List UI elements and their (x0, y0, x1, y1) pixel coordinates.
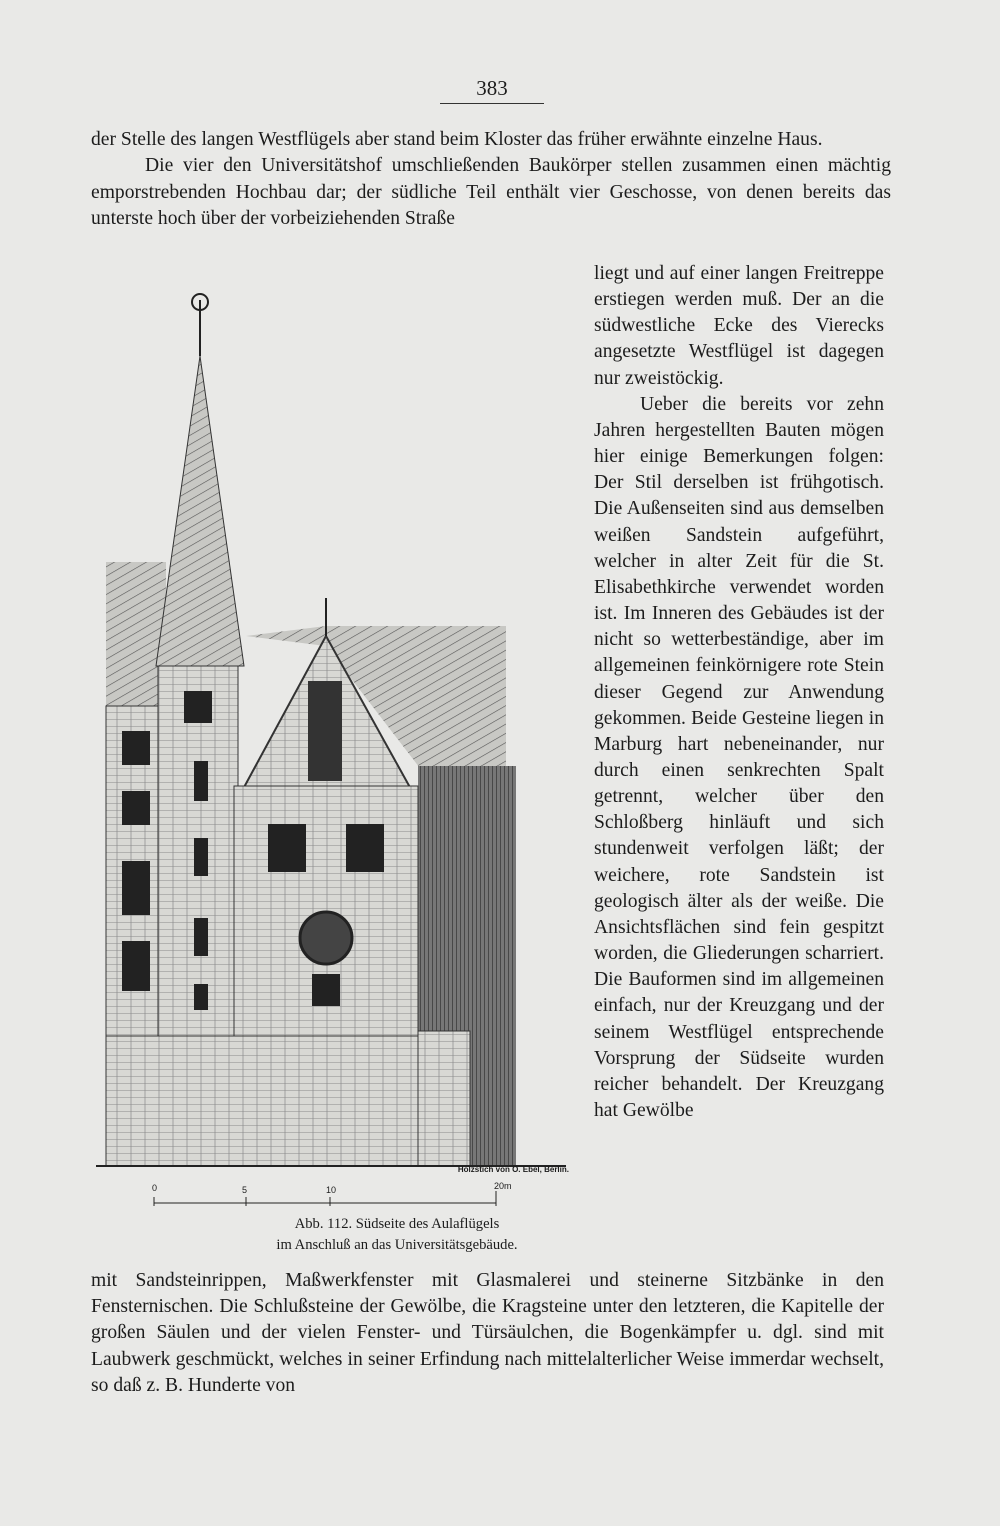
caption-line-1: Abb. 112. Südseite des Aulaflügels (294, 1216, 500, 1232)
figure-woodcut (96, 286, 576, 1256)
right-column-text (594, 261, 884, 1124)
scale-label-10: 10 (326, 1185, 337, 1195)
building-illustration (96, 286, 576, 1256)
right-column-continuation: liegt und auf einer langen Freitreppe erstiegen werden muß. Der an die südwestliche Ecke des Vierecks angesetzte Westflügel ist dagegen nur zweistöckig. (594, 263, 884, 389)
scale-label-5: 5 (242, 1185, 248, 1195)
right-column-paragraph: Ueber die bereits vor zehn Jahren hergestellten Bauten mögen hier einige Bemerkungen folgen: Der Stil derselben ist frühgotisch. Die Außenseiten sind aus demselben weißen Sandstein aufgeführt, welcher in alter Zeit für die St. Elisabethkirche verwendet worden ist. Im Inneren des Gebäudes ist der nicht so wetterbeständige, aber im allgemeinen feinkörnigere rote Stein dieser Gegend zur Anwendung gekommen. Beide Gesteine liegen in Marburg hart nebeneinander, nur durch einen senkrechten Spalt getrennt, welcher über den Schloßberg hinläuft und sich stundenweit verfolgen läßt; der weichere, rote Sandstein ist geologisch älter als der weiße. Die Ansichtsflächen sind fein gespitzt worden, die Gliederungen scharriert. Die Bauformen sind im allgemeinen einfach, nur der Kreuzgang und der seinem Westflügel entsprechende Vorsprung der Südseite wurden reicher behandelt. Der Kreuzgang hat Gewölbe (594, 393, 884, 1121)
paragraph-2: Die vier den Universitätshof umschließenden Baukörper stellen zusammen einen mächtig emporstrebenden Hochbau dar; der südliche Teil enthält vier Geschosse, von denen bereits das unterste hoch über der vorbeiziehenden Straße (91, 155, 891, 229)
figure-caption (192, 1214, 602, 1256)
caption-line-2: im Anschluß an das Universitätsgebäude. (276, 1237, 518, 1253)
bottom-text: mit Sandsteinrippen, Maßwerkfenster mit Glasmalerei und steinerne Sitzbänke in den Fensternischen. Die Schlußsteine der Gewölbe, die Kragsteine unter den letzteren, die Kapitelle der großen Säulen und der vielen Fenster- und Türsäulchen, die Bogenkämpfer u. dgl. sind mit Laubwerk geschmückt, welches in seiner Erfindung nach mittelalterlicher Weise immerdar wechselt, so daß z. B. Hunderte von (91, 1270, 884, 1396)
top-text (91, 127, 891, 232)
scale-label-20m: 20m (494, 1181, 512, 1191)
page-number: 383 (440, 76, 544, 104)
engraver-credit: Holzstich von O. Ebel, Berlin. (457, 1165, 569, 1174)
paragraph-1: der Stelle des langen Westflügels aber stand beim Kloster das früher erwähnte einzelne Haus. (91, 129, 823, 150)
scale-label-0: 0 (152, 1183, 158, 1193)
